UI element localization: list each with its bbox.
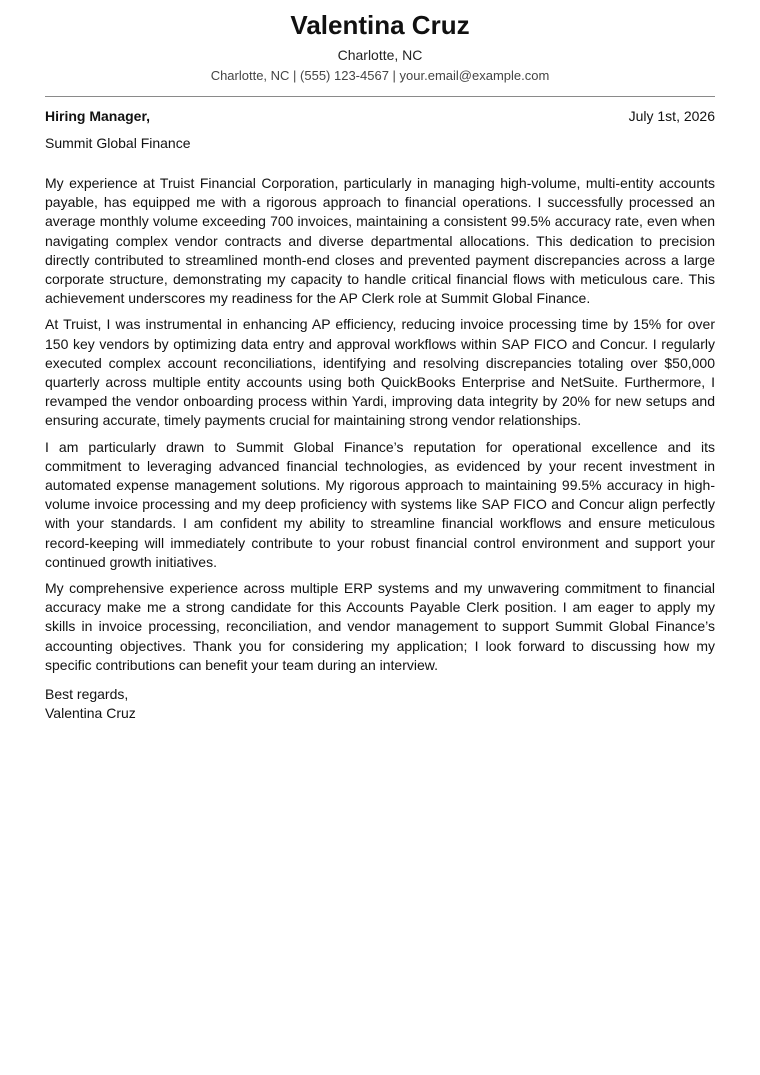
body-paragraph: My comprehensive experience across multiple ERP systems and my unwavering commitment to financial accuracy make me a strong candidate for this Accounts Payable Clerk position. I am eager to apply my skills in invoice processing, reconciliation, and vendor management to support Summit Global Finance’s accounting objectives. Thank you for considering my application; I look forward to discussing how my specific contributions can benefit your team during an interview. xyxy=(45,580,715,673)
closing-phrase: Best regards, xyxy=(45,686,129,703)
recipient-date-row xyxy=(45,107,715,125)
letter-date: July 1st, 2026 xyxy=(628,108,715,124)
contact-line: Charlotte, NC | (555) 123-4567 | your.email@example.com xyxy=(210,68,550,83)
body-paragraph: My experience at Truist Financial Corporation, particularly in managing high-volume, multi-entity accounts payable, has equipped me with a rigorous approach to financial operations. I successfully processed an average monthly volume exceeding 700 invoices, maintaining a consistent 99.5% accuracy rate, even when navigating complex vendor contracts and diverse departmental allocations. This dedication to precision directly contributed to streamlined month-end closes and prevented payment discrepancies across a large corporate structure, demonstrating my capacity to handle critical financial flows with meticulous care. This achievement underscores my readiness for the AP Clerk role at Summit Global Finance. xyxy=(45,175,715,307)
applicant-city: Charlotte, NC xyxy=(337,47,423,63)
letter-body xyxy=(45,174,715,675)
recipient-salutation: Hiring Manager, xyxy=(45,108,151,124)
applicant-name: Valentina Cruz xyxy=(290,10,470,40)
signature-name: Valentina Cruz xyxy=(45,705,136,722)
header-divider xyxy=(45,96,715,97)
body-paragraph: I am particularly drawn to Summit Global Finance’s reputation for operational excellence and its commitment to leveraging advanced financial technologies, as evidenced by your recent investment in automated expense management solutions. My rigorous approach to maintaining 99.5% accuracy in high-volume invoice processing and my deep proficiency with systems like SAP FICO and Concur align perfectly with your standards. I am confident my ability to streamline financial workflows and ensure meticulous record-keeping will immediately contribute to your robust financial control environment and support your continued growth initiatives. xyxy=(45,438,715,570)
letter-closing xyxy=(45,685,715,723)
letter-header xyxy=(45,0,715,84)
company-name: Summit Global Finance xyxy=(45,135,191,151)
body-paragraph: At Truist, I was instrumental in enhancing AP efficiency, reducing invoice processing time by 15% for over 150 key vendors by optimizing data entry and approval workflows within SAP FICO and Concur. I regularly executed complex account reconciliations, identifying and resolving discrepancies totaling over $50,000 quarterly across multiple entity accounts using both QuickBooks Enterprise and NetSuite. Furthermore, I revamped the vendor onboarding process within Yardi, improving data integrity by 20% for new setups and ensuring accurate, timely payments crucial for maintaining strong vendor relationships. xyxy=(45,316,715,429)
